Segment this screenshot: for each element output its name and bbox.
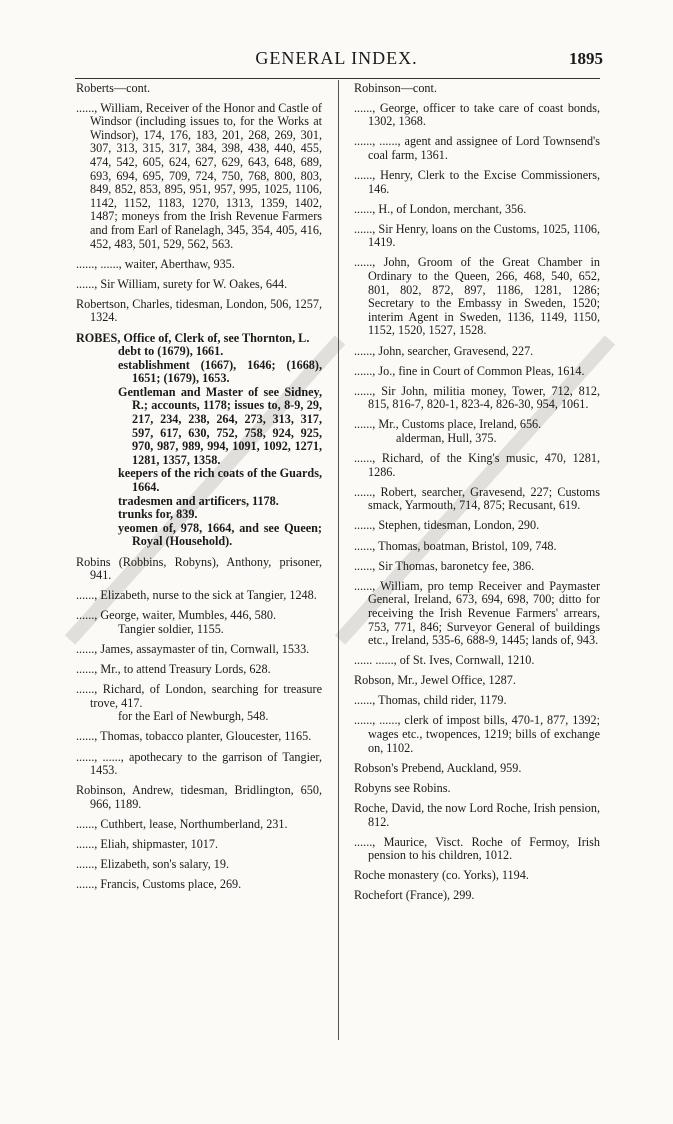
index-entry xyxy=(76,258,322,272)
index-entry xyxy=(76,751,322,778)
index-entry xyxy=(354,560,600,574)
index-entry xyxy=(354,452,600,479)
index-entry-text: ......, Richard, of London, searching for treasure trove, 417. xyxy=(76,682,322,710)
page-header xyxy=(0,48,673,72)
page-number: 1895 xyxy=(569,49,603,68)
index-entry xyxy=(354,385,600,412)
index-entry-text: ......, Mr., Customs place, Ireland, 656. xyxy=(354,417,542,432)
index-entry-text: ......, Jo., fine in Court of Common Pleas, 1614. xyxy=(354,363,585,378)
index-entry xyxy=(76,82,322,96)
index-entry xyxy=(76,784,322,811)
index-entry-text: Rochefort (France), 299. xyxy=(354,888,475,903)
index-column-right xyxy=(354,82,600,910)
index-entry-text: ......, Thomas, boatman, Bristol, 109, 748. xyxy=(354,538,557,553)
index-subentry: keepers of the rich coats of the Guards, 1664. xyxy=(118,466,322,495)
index-entry xyxy=(354,762,600,776)
index-entry xyxy=(354,782,600,796)
index-entry xyxy=(76,278,322,292)
index-entry xyxy=(76,730,322,744)
index-entry xyxy=(354,365,600,379)
index-entry-text: Robins (Robbins, Robyns), Anthony, prisoner, 941. xyxy=(76,554,322,583)
index-entry xyxy=(354,540,600,554)
index-subentry: Tangier soldier, 1155. xyxy=(118,621,224,636)
index-entry-text: ......, James, assaymaster of tin, Cornwall, 1533. xyxy=(76,641,310,656)
index-entry-text: Robson, Mr., Jewel Office, 1287. xyxy=(354,673,516,688)
index-entry-text: ......, ......, apothecary to the garrison of Tangier, 1453. xyxy=(76,749,322,778)
index-entry-text: ......, John, Groom of the Great Chamber in Ordinary to the Queen, 266, 468, 540, 652, 801, 802, 872, 897, 1186, 1281, 1286; Secretary to the Embassy in Sweden, 1520; interim Agent in Sweden, 1136, 1149, 1150, 1152, 1520, 1527, 1528. xyxy=(354,255,600,338)
index-entry-text: ......, Elizabeth, son's salary, 19. xyxy=(76,857,230,872)
index-entry xyxy=(354,802,600,829)
index-entry-text: ......, Sir Henry, loans on the Customs, 1025, 1106, 1419. xyxy=(354,221,600,250)
index-entry xyxy=(76,609,322,636)
index-subentry: tradesmen and artificers, 1178. xyxy=(118,493,279,508)
column-divider xyxy=(338,80,339,1040)
index-entry-text: ......, Thomas, child rider, 1179. xyxy=(354,693,507,708)
index-entry-text: ......, ......, waiter, Aberthaw, 935. xyxy=(76,256,235,271)
index-entry xyxy=(76,663,322,677)
index-entry xyxy=(354,418,600,445)
index-entry-text: ......, Francis, Customs place, 269. xyxy=(76,877,242,892)
index-entry-text: ......, Henry, Clerk to the Excise Commissioners, 146. xyxy=(354,167,600,196)
index-entry xyxy=(354,345,600,359)
index-entry-text: Robson's Prebend, Auckland, 959. xyxy=(354,760,522,775)
index-entry xyxy=(76,298,322,325)
index-entry-text: ......, William, pro temp Receiver and Paymaster General, Ireland, 673, 694, 698, 700; ditto for receiving the Irish Revenue Farmers' arrears, 753, 771, 846; Surveyor General of buildings etc., Ireland, 535-6, 688-9, 1445; lands of, 943. xyxy=(354,578,600,648)
index-entry-text: ......, Elizabeth, nurse to the sick at Tangier, 1248. xyxy=(76,588,317,603)
index-entry-text: ......, H., of London, merchant, 356. xyxy=(354,201,527,216)
index-entry xyxy=(76,683,322,724)
index-entry xyxy=(354,836,600,863)
index-entry-text: ......, William, Receiver of the Honor and Castle of Windsor (including issues to, for the Works at Windsor), 174, 176, 183, 201, 268, 269, 301, 307, 313, 315, 317, 384, 398, 438, 440, 455, 474, 542, 605, 624, 627, 629, 643, 648, 689, 693, 694, 695, 709, 724, 750, 768, 800, 803, 849, 852, 853, 895, 951, 957, 995, 1025, 1106, 1142, 1152, 1183, 1270, 1313, 1359, 1402, 1487; moneys from the Irish Revenue Farmers and from Earl of Ranelagh, 345, 354, 405, 416, 452, 483, 501, 529, 562, 563. xyxy=(76,100,322,251)
index-entry-text: ......, Eliah, shipmaster, 1017. xyxy=(76,837,219,851)
header-rule xyxy=(75,78,600,79)
index-entry xyxy=(76,556,322,583)
index-subentry: yeomen of, 978, 1664, and see Queen; Royal (Household). xyxy=(118,520,322,549)
index-entry xyxy=(354,203,600,217)
index-entry xyxy=(354,169,600,196)
index-entry-text: ......, Cuthbert, lease, Northumberland, 231. xyxy=(76,816,288,831)
index-entry-text: ......, Sir Thomas, baronetcy fee, 386. xyxy=(354,558,535,573)
index-entry xyxy=(354,223,600,250)
index-entry-text: ......, George, waiter, Mumbles, 446, 580. xyxy=(76,608,277,623)
index-entry-text: Robinson, Andrew, tidesman, Bridlington, 650, 966, 1189. xyxy=(76,783,322,811)
running-title: GENERAL INDEX. xyxy=(255,48,418,68)
index-entry-text: Roche, David, the now Lord Roche, Irish pension, 812. xyxy=(354,800,600,829)
index-entry xyxy=(354,102,600,129)
index-entry-text: ......, ......, agent and assignee of Lord Townsend's coal farm, 1361. xyxy=(354,134,600,162)
index-subentry: Gentleman and Master of see Sidney, R.; accounts, 1178; issues to, 8-9, 29, 217, 234, 238, 264, 273, 313, 317, 597, 617, 630, 752, 758, 924, 925, 970, 987, 989, 994, 1091, 1092, 1271, 1281, 1357, 1358. xyxy=(118,384,322,467)
index-entry-text: ......, Robert, searcher, Gravesend, 227; Customs smack, Yarmouth, 714, 875; Recusant, 619. xyxy=(354,484,600,513)
index-entry xyxy=(354,694,600,708)
index-entry xyxy=(76,643,322,657)
index-entry xyxy=(76,878,322,892)
index-entry-text: Roberts—cont. xyxy=(76,81,151,95)
index-subentry: alderman, Hull, 375. xyxy=(396,430,497,445)
index-entry-text: ......, Sir William, surety for W. Oakes, 644. xyxy=(76,276,288,291)
index-entry-text: ROBES, Office of, Clerk of, see Thornton, L. xyxy=(76,330,310,345)
index-entry xyxy=(354,580,600,648)
index-entry xyxy=(354,256,600,338)
index-entry xyxy=(76,858,322,872)
index-entry xyxy=(76,818,322,832)
index-entry-text: ......, Maurice, Visct. Roche of Fermoy, Irish pension to his children, 1012. xyxy=(354,834,600,863)
index-entry xyxy=(76,838,322,852)
index-entry-text: ......, Mr., to attend Treasury Lords, 628. xyxy=(76,662,271,677)
index-entry xyxy=(354,486,600,513)
index-entry xyxy=(354,674,600,688)
index-entry-text: Roche monastery (co. Yorks), 1194. xyxy=(354,868,529,883)
index-entry-text: Robyns see Robins. xyxy=(354,780,451,795)
index-entry xyxy=(76,102,322,252)
index-entry-text: ......, John, searcher, Gravesend, 227. xyxy=(354,343,534,358)
index-entry xyxy=(354,889,600,903)
index-entry-text: ......, ......, clerk of impost bills, 470-1, 877, 1392; wages etc., twopences, 1219; bills of exchange on, 1102. xyxy=(354,713,600,755)
index-entry xyxy=(354,82,600,96)
index-subentry: debt to (1679), 1661. xyxy=(118,344,224,359)
index-column-left xyxy=(76,82,322,898)
index-entry xyxy=(354,519,600,533)
index-entry xyxy=(354,135,600,162)
index-entry-text: Robinson—cont. xyxy=(354,81,437,95)
index-subentry: establishment (1667), 1646; (1668), 1651; (1679), 1653. xyxy=(118,357,322,386)
index-entry-text: ......, Stephen, tidesman, London, 290. xyxy=(354,518,540,533)
index-entry-text: ...... ......, of St. Ives, Cornwall, 1210. xyxy=(354,653,535,668)
index-entry xyxy=(76,332,322,550)
index-entry-text: ......, Sir John, militia money, Tower, 712, 812, 815, 816-7, 820-1, 823-4, 826-30, 954, 1061. xyxy=(354,383,600,412)
index-entry xyxy=(354,654,600,668)
index-entry xyxy=(76,589,322,603)
index-entry xyxy=(354,869,600,883)
index-entry xyxy=(354,714,600,755)
index-entry-text: ......, George, officer to take care of coast bonds, 1302, 1368. xyxy=(354,100,600,129)
index-entry-text: ......, Thomas, tobacco planter, Gloucester, 1165. xyxy=(76,729,312,744)
index-entry-text: ......, Richard, of the King's music, 470, 1281, 1286. xyxy=(354,451,600,479)
index-subentry: for the Earl of Newburgh, 548. xyxy=(118,709,269,724)
index-subentry: trunks for, 839. xyxy=(118,507,198,522)
index-entry-text: Robertson, Charles, tidesman, London, 506, 1257, 1324. xyxy=(76,296,322,325)
